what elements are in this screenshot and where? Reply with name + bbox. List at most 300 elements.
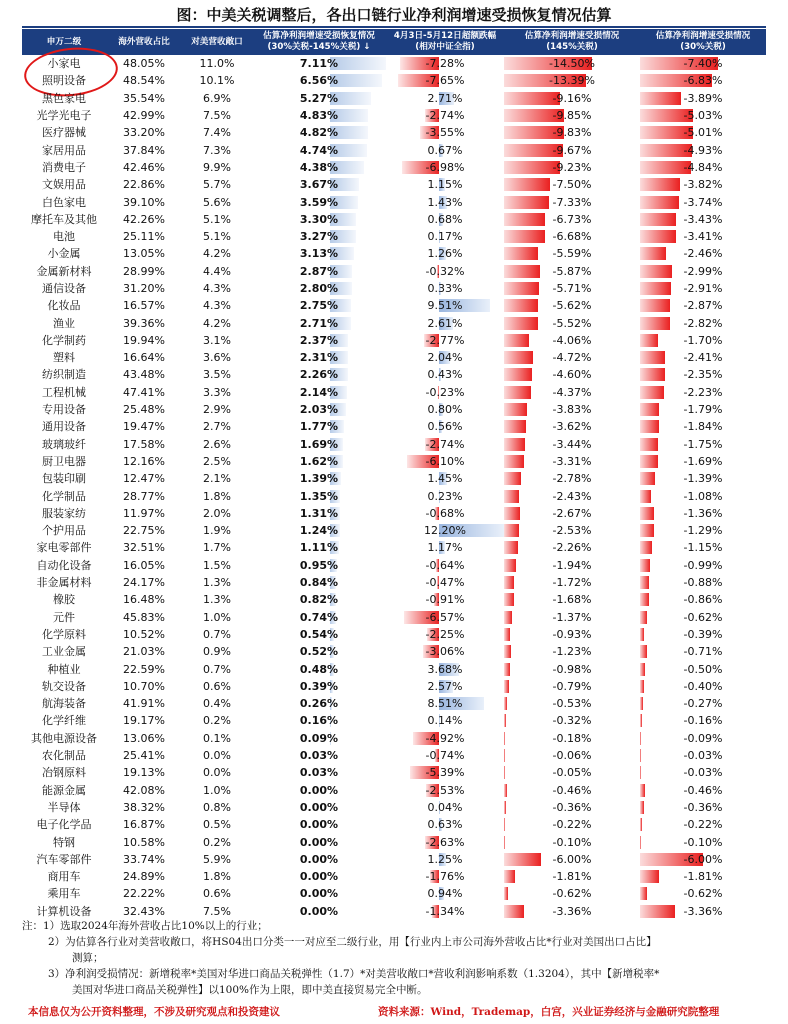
overseas-share-cell	[106, 297, 182, 314]
loss-145-cell	[504, 193, 640, 210]
cell-value: -14.50%	[549, 57, 595, 71]
cell-value: -1.37%	[552, 610, 592, 624]
cell-value: 8.51%	[427, 697, 463, 711]
cell-value: -5.62%	[552, 299, 592, 313]
cell-value: 0.48%	[299, 662, 339, 676]
excess-drop-cell	[386, 436, 504, 453]
value-bar	[640, 368, 665, 381]
cell-value: 47.41%	[123, 385, 165, 399]
value-bar	[504, 334, 529, 347]
recovery-cell	[252, 764, 386, 781]
loss-145-cell	[504, 747, 640, 764]
loss-145-cell	[504, 712, 640, 729]
loss-30-cell	[640, 384, 766, 401]
cell-value: 2.80%	[299, 282, 339, 295]
cell-value: 0.0%	[203, 749, 231, 763]
excess-drop-cell	[386, 712, 504, 729]
industry-cell	[22, 643, 106, 660]
loss-145-cell	[504, 280, 640, 297]
industry-cell	[22, 816, 106, 833]
value-bar	[504, 368, 532, 381]
recovery-cell	[252, 539, 386, 556]
cell-value: 1.31%	[299, 506, 339, 520]
value-bar	[640, 299, 670, 312]
cell-value: 光学光电子	[36, 109, 92, 123]
value-bar	[640, 524, 654, 537]
value-bar	[504, 230, 545, 243]
cell-value: 航海装备	[42, 697, 86, 711]
cell-value: -0.79%	[552, 679, 592, 693]
note-3-cont: 美国对华进口商品关税弹性】以100%作为上限，即中美直接贸易完全中断。	[72, 984, 428, 996]
excess-drop-cell	[386, 297, 504, 314]
cell-value: 0.6%	[203, 679, 231, 693]
loss-145-cell	[504, 730, 640, 747]
note-1: 注：1）选取2024年海外营收占比10%以上的行业；	[22, 920, 268, 932]
cell-value: 4.74%	[299, 143, 339, 157]
loss-145-cell	[504, 141, 640, 158]
industry-cell	[22, 505, 106, 522]
loss-30-cell	[640, 176, 766, 193]
excess-drop-cell	[386, 557, 504, 574]
us-exposure-cell	[182, 107, 252, 124]
cell-value: 0.84%	[299, 576, 339, 590]
cell-value: 文娱用品	[42, 178, 86, 192]
cell-value: 元件	[53, 610, 75, 624]
cell-value: -7.40%	[683, 57, 723, 71]
loss-30-cell	[640, 695, 766, 712]
loss-145-cell	[504, 107, 640, 124]
value-bar	[640, 645, 647, 658]
value-bar	[640, 455, 658, 468]
value-bar	[640, 282, 671, 295]
cell-value: -0.16%	[683, 714, 723, 728]
cell-value: -4.93%	[683, 143, 723, 157]
industry-cell	[22, 211, 106, 228]
value-bar	[504, 455, 524, 468]
excess-drop-cell	[386, 228, 504, 245]
cell-value: 0.1%	[203, 731, 231, 745]
us-exposure-cell	[182, 72, 252, 89]
cell-value: 0.82%	[299, 593, 339, 607]
cell-value: 0.33%	[427, 282, 463, 295]
cell-value: -0.36%	[683, 800, 723, 814]
cell-value: -3.62%	[552, 420, 592, 434]
cell-value: 2.7%	[203, 420, 231, 434]
cell-value: 0.2%	[203, 714, 231, 728]
table-row	[22, 384, 766, 401]
cell-value: 商用车	[47, 870, 81, 884]
cell-value: 工业金属	[42, 645, 86, 659]
recovery-cell	[252, 263, 386, 280]
cell-value: -0.22%	[552, 818, 592, 832]
table-row	[22, 124, 766, 141]
cell-value: 玻璃玻纤	[42, 437, 86, 451]
cell-value: -1.76%	[425, 870, 465, 884]
loss-30-cell	[640, 487, 766, 504]
cell-value: 42.26%	[123, 212, 165, 226]
cell-value: -2.41%	[683, 351, 723, 365]
cell-value: 非金属材料	[36, 576, 92, 590]
excess-drop-cell	[386, 643, 504, 660]
cell-value: -1.94%	[552, 558, 592, 572]
industry-cell	[22, 487, 106, 504]
cell-value: -0.50%	[683, 662, 723, 676]
cell-value: 17.58%	[123, 437, 165, 451]
excess-drop-cell	[386, 470, 504, 487]
cell-value: 3.59%	[299, 195, 339, 209]
loss-145-cell	[504, 868, 640, 885]
loss-145-cell	[504, 314, 640, 331]
table-row	[22, 470, 766, 487]
cell-value: 38.32%	[123, 800, 165, 814]
industry-cell	[22, 626, 106, 643]
loss-30-cell	[640, 660, 766, 677]
recovery-cell	[252, 868, 386, 885]
cell-value: 0.63%	[427, 818, 463, 832]
cell-value: -7.28%	[425, 57, 465, 71]
cell-value: 塑料	[53, 351, 75, 365]
value-bar	[504, 870, 515, 883]
overseas-share-cell	[106, 609, 182, 626]
cell-value: 0.03%	[299, 766, 339, 780]
cell-value: 2.14%	[299, 385, 339, 399]
cell-value: -3.41%	[683, 230, 723, 244]
cell-value: 1.45%	[427, 472, 463, 486]
value-bar	[640, 317, 670, 330]
cell-value: 45.83%	[123, 610, 165, 624]
us-exposure-cell	[182, 730, 252, 747]
cell-value: -9.83%	[552, 126, 592, 140]
cell-value: 12.16%	[123, 454, 165, 468]
cell-value: -5.71%	[552, 282, 592, 295]
excess-drop-cell	[386, 314, 504, 331]
overseas-share-cell	[106, 124, 182, 141]
industry-cell	[22, 141, 106, 158]
cell-value: 24.17%	[123, 576, 165, 590]
us-exposure-cell	[182, 280, 252, 297]
recovery-cell	[252, 124, 386, 141]
us-exposure-cell	[182, 799, 252, 816]
loss-145-cell	[504, 574, 640, 591]
cell-value: 0.00%	[299, 887, 339, 901]
loss-30-cell	[640, 643, 766, 660]
industry-cell	[22, 263, 106, 280]
cell-value: 2.03%	[299, 403, 339, 417]
cell-value: 10.1%	[199, 74, 235, 88]
recovery-cell	[252, 609, 386, 626]
value-bar	[504, 507, 520, 520]
loss-30-cell	[640, 453, 766, 470]
industry-cell	[22, 349, 106, 366]
overseas-share-cell	[106, 263, 182, 280]
recovery-cell	[252, 626, 386, 643]
table-row	[22, 539, 766, 556]
table-row	[22, 626, 766, 643]
cell-value: 33.74%	[123, 852, 165, 866]
overseas-share-cell	[106, 193, 182, 210]
table-row	[22, 833, 766, 850]
cell-value: 3.3%	[203, 385, 231, 399]
cell-value: 橡胶	[53, 593, 75, 607]
cell-value: 42.99%	[123, 109, 165, 123]
cell-value: -9.23%	[552, 160, 592, 174]
us-exposure-cell	[182, 401, 252, 418]
us-exposure-cell	[182, 141, 252, 158]
excess-drop-cell	[386, 764, 504, 781]
loss-145-cell	[504, 55, 640, 72]
cell-value: -2.82%	[683, 316, 723, 330]
loss-30-cell	[640, 868, 766, 885]
cell-value: 冶钢原料	[42, 766, 86, 780]
loss-30-cell	[640, 833, 766, 850]
cell-value: -4.92%	[425, 731, 465, 745]
industry-cell	[22, 297, 106, 314]
cell-value: 0.00%	[299, 800, 339, 814]
cell-value: 4.2%	[203, 316, 231, 330]
loss-145-cell	[504, 833, 640, 850]
cell-value: -2.87%	[683, 299, 723, 313]
us-exposure-cell	[182, 851, 252, 868]
loss-145-cell	[504, 453, 640, 470]
cell-value: 7.5%	[203, 109, 231, 123]
cell-value: 43.48%	[123, 368, 165, 382]
table-row	[22, 678, 766, 695]
excess-drop-cell	[386, 730, 504, 747]
cell-value: 1.43%	[427, 195, 463, 209]
cell-value: -1.23%	[552, 645, 592, 659]
excess-drop-cell	[386, 591, 504, 608]
us-exposure-cell	[182, 263, 252, 280]
value-bar	[640, 784, 645, 797]
cell-value: 16.05%	[123, 558, 165, 572]
cell-value: 2.9%	[203, 403, 231, 417]
cell-value: 0.43%	[427, 368, 463, 382]
cell-value: 5.7%	[203, 178, 231, 192]
cell-value: 个护用品	[42, 524, 86, 538]
cell-value: -0.86%	[683, 593, 723, 607]
loss-145-cell	[504, 643, 640, 660]
overseas-share-cell	[106, 384, 182, 401]
us-exposure-cell	[182, 228, 252, 245]
loss-145-cell	[504, 799, 640, 816]
loss-30-cell	[640, 263, 766, 280]
cell-value: 31.20%	[123, 282, 165, 295]
cell-value: 35.54%	[123, 91, 165, 105]
cell-value: 1.69%	[299, 437, 339, 451]
cell-value: 工程机械	[42, 385, 86, 399]
note-2: 2）为估算各行业对美营收敞口，将HS04出口分类一一对应至二级行业，用【行业内上市公司海外营收占比*行业对美国出口占比】	[48, 936, 657, 948]
cell-value: -2.91%	[683, 282, 723, 295]
cell-value: 2.6%	[203, 437, 231, 451]
industry-cell	[22, 833, 106, 850]
us-exposure-cell	[182, 176, 252, 193]
loss-30-cell	[640, 418, 766, 435]
value-bar	[640, 213, 676, 226]
us-exposure-cell	[182, 384, 252, 401]
cell-value: -1.08%	[683, 489, 723, 503]
loss-145-cell	[504, 522, 640, 539]
table-row	[22, 280, 766, 297]
value-bar	[640, 697, 643, 710]
cell-value: 2.37%	[299, 333, 339, 347]
loss-145-cell	[504, 678, 640, 695]
us-exposure-cell	[182, 868, 252, 885]
value-bar	[640, 887, 647, 900]
recovery-cell	[252, 141, 386, 158]
industry-cell	[22, 193, 106, 210]
cell-value: -4.84%	[683, 160, 723, 174]
value-bar	[504, 92, 560, 105]
cell-value: 3.30%	[299, 212, 339, 226]
cell-value: 特钢	[53, 835, 75, 849]
recovery-cell	[252, 695, 386, 712]
cell-value: 渔业	[53, 316, 75, 330]
recovery-cell	[252, 660, 386, 677]
cell-value: 39.10%	[123, 195, 165, 209]
cell-value: 32.43%	[123, 904, 165, 918]
value-bar	[640, 472, 655, 485]
us-exposure-cell	[182, 487, 252, 504]
cell-value: 6.56%	[299, 74, 339, 88]
cell-value: 计算机设备	[36, 904, 92, 918]
value-bar	[640, 351, 665, 364]
cell-value: 1.8%	[203, 489, 231, 503]
value-bar	[504, 801, 506, 814]
value-bar	[504, 265, 540, 278]
recovery-cell	[252, 176, 386, 193]
value-bar	[504, 628, 510, 641]
cell-value: 2.31%	[299, 351, 339, 365]
value-bar	[640, 196, 679, 209]
col-recovery-header: 估算净利润增速受损恢复情况 (30%关税-145%关税) ↓	[252, 29, 386, 55]
industry-cell	[22, 868, 106, 885]
overseas-share-cell	[106, 868, 182, 885]
cell-value: -1.36%	[683, 506, 723, 520]
us-exposure-cell	[182, 643, 252, 660]
value-bar	[640, 507, 654, 520]
excess-drop-cell	[386, 660, 504, 677]
table-row	[22, 332, 766, 349]
overseas-share-cell	[106, 539, 182, 556]
value-bar	[640, 403, 659, 416]
industry-cell	[22, 557, 106, 574]
overseas-share-cell	[106, 401, 182, 418]
overseas-share-cell	[106, 764, 182, 781]
recovery-cell	[252, 453, 386, 470]
cell-value: 0.0%	[203, 766, 231, 780]
cell-value: 2.04%	[427, 351, 463, 365]
table-row	[22, 730, 766, 747]
cell-value: 19.17%	[123, 714, 165, 728]
cell-value: 电子化学品	[36, 818, 92, 832]
cell-value: 22.86%	[123, 178, 165, 192]
cell-value: 0.67%	[427, 143, 463, 157]
cell-value: 化学纤维	[42, 714, 86, 728]
cell-value: 3.13%	[299, 247, 339, 261]
cell-value: 6.9%	[203, 91, 231, 105]
cell-value: 0.26%	[299, 697, 339, 711]
cell-value: 4.3%	[203, 282, 231, 295]
chart-title: 图：中美关税调整后，各出口链行业净利润增速受损恢复情况估算	[176, 6, 612, 24]
value-bar	[504, 714, 506, 727]
cell-value: 41.91%	[123, 697, 165, 711]
loss-145-cell	[504, 764, 640, 781]
value-bar	[504, 645, 511, 658]
value-bar	[504, 663, 510, 676]
cell-value: -6.00%	[552, 852, 592, 866]
cell-value: 自动化设备	[36, 558, 92, 572]
excess-drop-cell	[386, 505, 504, 522]
recovery-cell	[252, 55, 386, 72]
cell-value: 5.9%	[203, 852, 231, 866]
table-row	[22, 487, 766, 504]
us-exposure-cell	[182, 453, 252, 470]
value-bar	[504, 905, 524, 918]
col-overseas-share-header: 海外营收占比	[106, 29, 182, 55]
cell-value: -1.34%	[425, 904, 465, 918]
value-bar	[504, 697, 507, 710]
cell-value: -4.72%	[552, 351, 592, 365]
cell-value: 5.27%	[299, 91, 339, 105]
cell-value: 0.16%	[299, 714, 339, 728]
cell-value: 3.68%	[427, 662, 463, 676]
cell-value: 9.51%	[427, 299, 463, 313]
industry-cell	[22, 885, 106, 902]
industry-cell	[22, 851, 106, 868]
recovery-cell	[252, 332, 386, 349]
excess-drop-cell	[386, 885, 504, 902]
table-row	[22, 505, 766, 522]
recovery-cell	[252, 159, 386, 176]
excess-drop-cell	[386, 401, 504, 418]
recovery-cell	[252, 643, 386, 660]
cell-value: 16.87%	[123, 818, 165, 832]
footer	[28, 1004, 768, 1019]
cell-value: 28.77%	[123, 489, 165, 503]
loss-30-cell	[640, 781, 766, 798]
recovery-cell	[252, 470, 386, 487]
cell-value: -6.00%	[683, 852, 723, 866]
cell-value: 16.57%	[123, 299, 165, 313]
table-row	[22, 141, 766, 158]
industry-cell	[22, 470, 106, 487]
cell-value: 乘用车	[47, 887, 81, 901]
industry-cell	[22, 332, 106, 349]
table-row	[22, 591, 766, 608]
cell-value: -5.39%	[425, 766, 465, 780]
loss-145-cell	[504, 436, 640, 453]
cell-value: 9.9%	[203, 160, 231, 174]
excess-drop-cell	[386, 124, 504, 141]
cell-value: 0.00%	[299, 835, 339, 849]
cell-value: -7.65%	[425, 74, 465, 88]
industry-cell	[22, 660, 106, 677]
value-bar	[504, 299, 538, 312]
col-loss-30-header: 估算净利润增速受损情况 (30%关税)	[640, 29, 766, 55]
loss-30-cell	[640, 816, 766, 833]
cell-value: 22.59%	[123, 662, 165, 676]
cell-value: -1.69%	[683, 454, 723, 468]
cell-value: -2.74%	[425, 109, 465, 123]
value-bar	[640, 663, 645, 676]
cell-value: 专用设备	[42, 403, 86, 417]
excess-drop-cell	[386, 868, 504, 885]
table-row	[22, 418, 766, 435]
cell-value: 0.7%	[203, 627, 231, 641]
cell-value: 小家电	[47, 57, 81, 71]
value-bar	[640, 420, 659, 433]
excess-drop-cell	[386, 245, 504, 262]
